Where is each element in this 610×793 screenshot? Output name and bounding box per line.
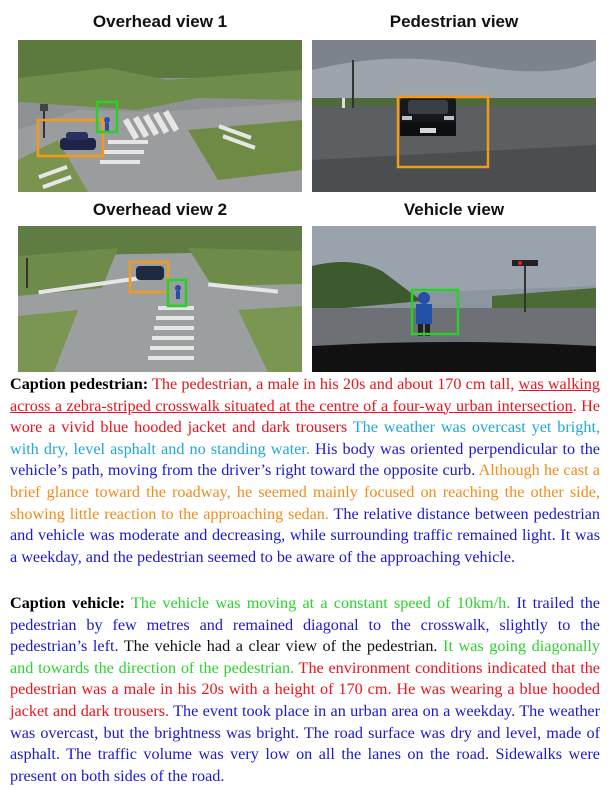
attention-segment: Although he cast a brief glance toward the roadway, he seemed mainly focused on reaching the other side, showing little reaction to the approaching sedan.	[10, 461, 600, 523]
overhead-view-2-title: Overhead view 2	[92, 200, 228, 219]
overhead-view-1-image	[18, 40, 302, 192]
context-segment: The relative distance between pedestrian and vehicle was moderate and decreasing, while surrounding traffic remained light. It was a weekday, and the pedestrian seemed to be aware of the approaching vehicle.	[10, 504, 600, 566]
vehicle-view-segment: The vehicle had a clear view of the pedestrian.	[118, 637, 438, 656]
orientation-segment: His body was oriented perpendicular to the vehicle’s path, moving from the driver’s right toward the opposite curb.	[10, 439, 600, 480]
pedestrian-action-segment: was walking across a zebra-striped crosswalk situated at the centre of a four-way urban intersection	[10, 375, 600, 415]
pedestrian-description-segment: The pedestrian, a male in his 20s and about 170 cm tall,	[152, 375, 515, 393]
overhead-view-1-title: Overhead view 1	[92, 12, 228, 31]
weather-segment: The weather was overcast yet bright, with dry, level asphalt and no standing water.	[10, 418, 600, 458]
vehicle-view-title: Vehicle view	[403, 200, 505, 219]
caption-vehicle	[10, 593, 600, 787]
vehicle-view-image	[312, 226, 596, 372]
environment-context-segment: The event took place in an urban area on a weekday. The weather was overcast, but the brightness was bright. The road surface was dry and level, made of asphalt. The traffic volume was very low on all the lanes on the road. Sidewalks were present on both sides of the road.	[10, 701, 600, 785]
environment-pedestrian-segment: The environment conditions indicated that the pedestrian was a male in his 20s with a height of 170 cm. He was wearing a blue hooded jacket and dark trousers.	[10, 658, 600, 720]
caption-vehicle-label: Caption vehicle:	[10, 594, 126, 612]
vehicle-speed-segment: The vehicle was moving at a constant speed of 10km/h.	[125, 594, 511, 612]
pedestrian-clothing-segment: . He wore a vivid blue hooded jacket and dark trousers	[10, 396, 600, 437]
vehicle-position-segment: It trailed the pedestrian by few metres and remained diagonal to the crosswalk, slightly to the pedestrian’s left.	[10, 594, 600, 656]
pedestrian-view-title: Pedestrian view	[389, 12, 519, 31]
caption-pedestrian	[10, 374, 600, 568]
vehicle-direction-segment: It was going diagonally and towards the direction of the pedestrian.	[10, 637, 601, 677]
overhead-view-2-image	[18, 226, 302, 372]
pedestrian-view-image	[312, 40, 596, 192]
caption-pedestrian-label: Caption pedestrian:	[10, 375, 149, 393]
